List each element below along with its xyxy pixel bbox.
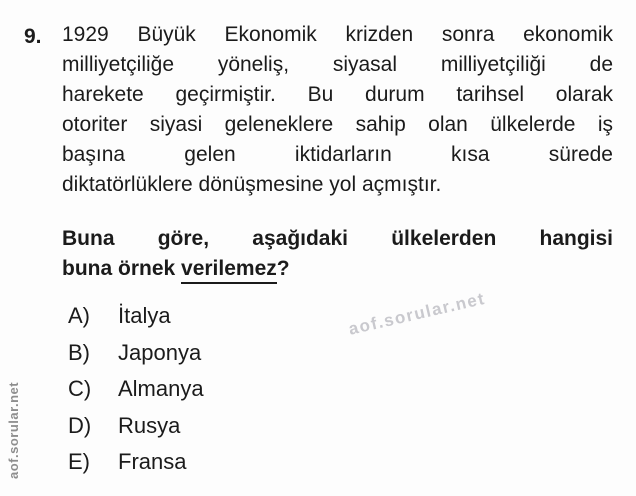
- prompt-underlined-word: verilemez: [181, 257, 277, 284]
- option-label: İtalya: [118, 303, 171, 328]
- question-number: 9.: [24, 25, 42, 48]
- question-body-line: otoriter siyasi geleneklere sahip olan ülkelerde iş: [62, 113, 613, 136]
- watermark-diagonal: aof.sorular.net: [346, 288, 488, 339]
- option-label: Fransa: [118, 449, 187, 474]
- question-prompt-line-1: Buna göre, aşağıdaki ülkelerden hangisi: [62, 227, 613, 250]
- question-body: [62, 20, 613, 200]
- question-body-line: başına gelen iktidarların kısa sürede: [62, 143, 613, 166]
- option-row-b[interactable]: [68, 335, 468, 372]
- option-letter: A): [68, 303, 90, 328]
- option-label: Almanya: [118, 376, 204, 401]
- question-prompt-line-2: [62, 254, 613, 284]
- option-row-e[interactable]: [68, 444, 468, 481]
- option-letter: C): [68, 376, 92, 401]
- question-body-line: diktatörlüklere dönüşmesine yol açmıştır.: [62, 173, 442, 196]
- option-letter: B): [68, 339, 90, 365]
- question-body-line: 1929 Büyük Ekonomik krizden sonra ekonomik: [62, 23, 613, 46]
- question-body-line: harekete geçirmiştir. Bu durum tarihsel olarak: [62, 83, 613, 106]
- option-label: Japonya: [118, 339, 202, 365]
- option-row-c[interactable]: [68, 371, 468, 408]
- prompt-question-mark: ?: [276, 257, 290, 280]
- question-body-line: milliyetçiliğe yöneliş, siyasal milliyetçiliği de: [62, 53, 613, 76]
- option-row-d[interactable]: [68, 408, 468, 445]
- option-letter: E): [68, 449, 90, 474]
- watermark-vertical: aof.sorular.net: [6, 381, 21, 479]
- option-letter: D): [68, 412, 92, 438]
- option-label: Rusya: [118, 412, 181, 438]
- prompt-text: buna örnek: [62, 257, 176, 280]
- question-prompt: [62, 224, 613, 284]
